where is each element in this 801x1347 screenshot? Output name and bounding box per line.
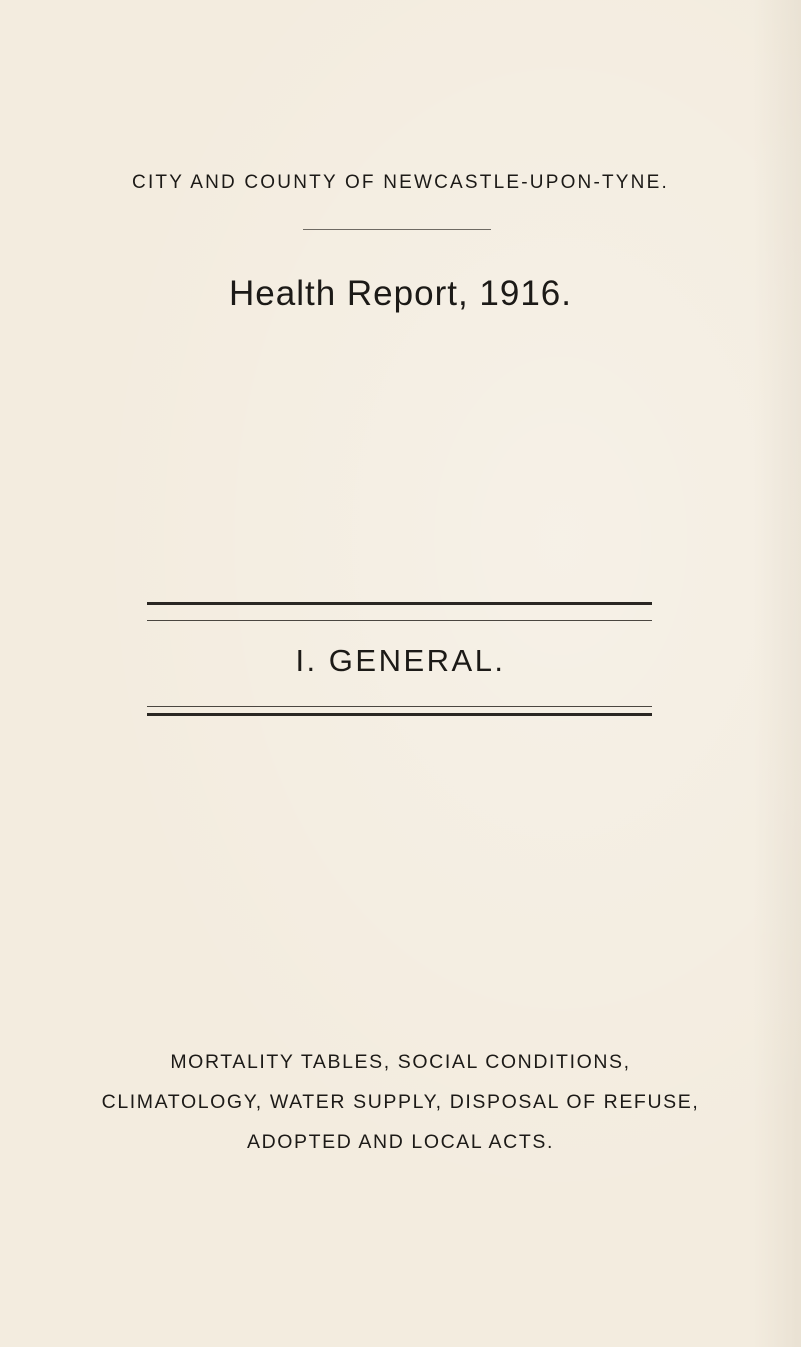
section-rule-bottom-thick xyxy=(147,713,652,716)
subtitle-line-3: ADOPTED AND LOCAL ACTS. xyxy=(247,1131,554,1153)
section-rule-top-thin xyxy=(147,620,652,621)
document-header: CITY AND COUNTY OF NEWCASTLE-UPON-TYNE. xyxy=(132,172,669,193)
section-rule-top-thick xyxy=(147,602,652,605)
header-divider xyxy=(303,229,491,230)
subtitle-line-2: CLIMATOLOGY, WATER SUPPLY, DISPOSAL OF REFUSE, xyxy=(101,1091,700,1113)
subtitle-line-1: MORTALITY TABLES, SOCIAL CONDITIONS, xyxy=(170,1051,631,1073)
section-heading: I. GENERAL. xyxy=(295,643,506,678)
section-rule-bottom-thin xyxy=(147,706,652,707)
report-title: Health Report, 1916. xyxy=(229,274,572,313)
